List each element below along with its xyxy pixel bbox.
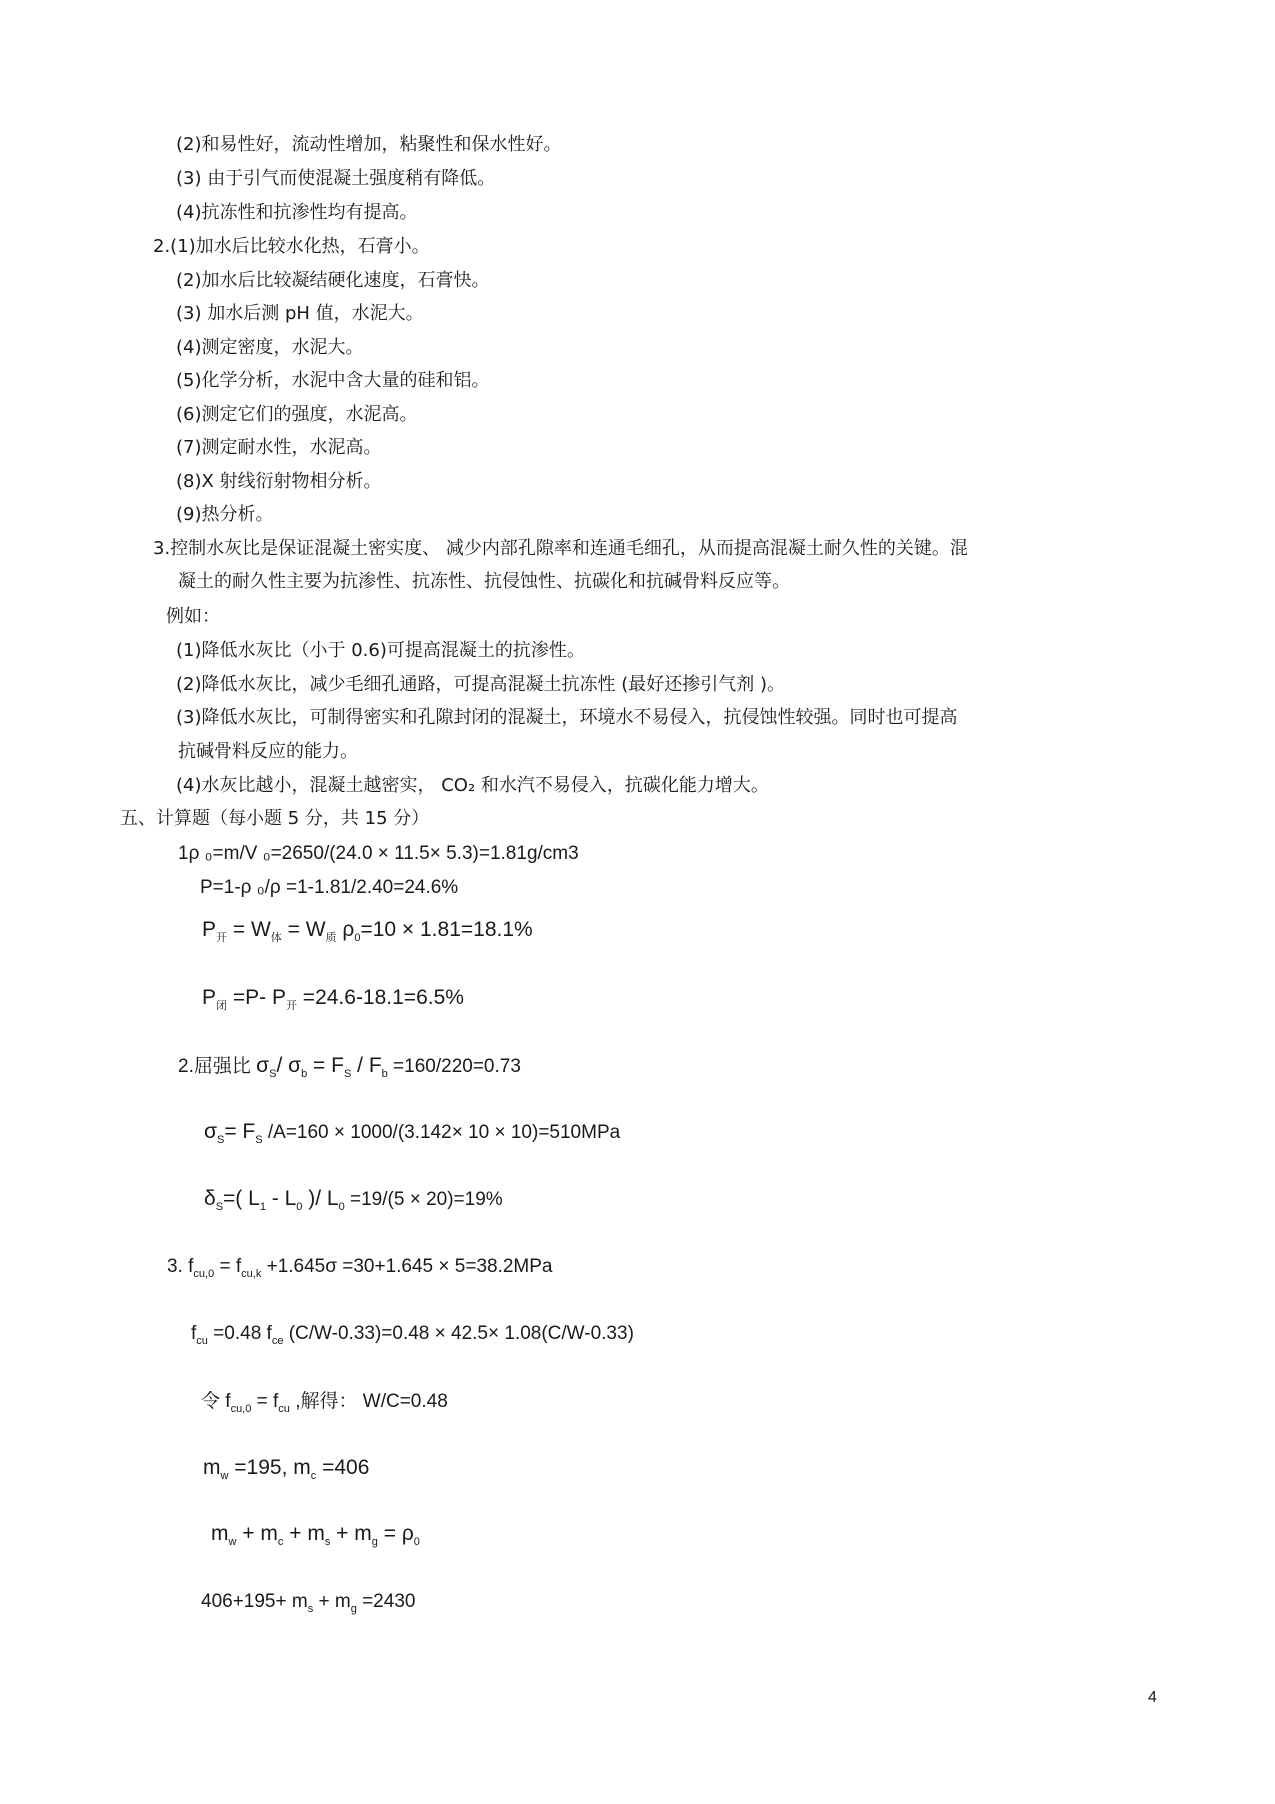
calc1-w-ti-sub: 体 <box>270 932 282 944</box>
calc3-mw-sub: w <box>220 1470 229 1482</box>
calc1-line-2: P=1-ρ ₀/ρ =1-1.81/2.40=24.6% <box>200 877 459 898</box>
q2-item-9: (9)热分析。 <box>176 504 274 525</box>
calc3-mc: =195, m <box>228 1456 311 1479</box>
calc3-line-3-result: ,解得： W/C=0.48 <box>289 1391 448 1412</box>
calc3-line-4 <box>203 1456 369 1488</box>
calc3-sum-mc: + m <box>236 1522 278 1545</box>
calc3-fce-sub: ce <box>271 1335 284 1347</box>
calc3-line-6-ms-sub: s <box>307 1603 314 1615</box>
calc1-p-closed-sub: 闭 <box>216 1000 228 1012</box>
q1-item-4: (4)抗冻性和抗渗性均有提高。 <box>176 202 418 223</box>
calc3-line-1 <box>167 1255 553 1286</box>
calc1-line-4-result: =24.6-18.1=6.5% <box>296 986 464 1009</box>
q2-lead: 2.(1) <box>153 236 196 257</box>
calc2-sigma-s-2: σ <box>204 1120 217 1143</box>
calc1-line-4 <box>202 986 464 1018</box>
q2-item-3: (3) 加水后测 pH 值，水泥大。 <box>176 303 424 324</box>
calc3-sum-ms-sub: s <box>324 1536 331 1548</box>
calc1-line-3-result: =10 × 1.81=18.1% <box>360 918 533 941</box>
calc3-mc-sub: c <box>310 1470 317 1482</box>
q2-item-8: (8)X 射线衍射物相分析。 <box>176 471 382 492</box>
calc3-line-6-ms: 406+195+ m <box>201 1591 308 1612</box>
calc3-line-6-result: =2430 <box>356 1591 416 1612</box>
calc2-l1: =( L <box>223 1187 260 1210</box>
calc3-sum-mc-sub: c <box>277 1536 284 1548</box>
q2-item-6: (6)测定它们的强度，水泥高。 <box>176 404 418 425</box>
calc2-l0: - L <box>265 1187 297 1210</box>
calc2-line-2 <box>204 1120 620 1152</box>
q3-line-2: 凝土的耐久性主要为抗渗性、抗冻性、抗侵蚀性、抗碳化和抗碱骨料反应等。 <box>178 571 790 592</box>
calc2-line-1 <box>178 1054 521 1086</box>
calc2-line-3 <box>204 1187 503 1219</box>
q1-item-2: (2)和易性好，流动性增加，粘聚性和保水性好。 <box>176 134 562 155</box>
q3-example-label: 例如： <box>166 606 220 627</box>
calc3-line-4-result: =406 <box>316 1456 370 1479</box>
calc3-fce: =0.48 f <box>207 1323 272 1344</box>
calc2-fs-2: = F <box>224 1120 256 1143</box>
calc3-line-2 <box>191 1322 634 1353</box>
q2-item-5: (5)化学分析，水泥中含大量的硅和铝。 <box>176 370 490 391</box>
calc3-line-6-mg: + m <box>313 1591 351 1612</box>
calc3-fcu: f <box>191 1323 197 1344</box>
q3-item-3-cont: 抗碱骨料反应的能力。 <box>178 741 358 762</box>
q3-line-1 <box>153 537 968 561</box>
calc1-rho0: ρ <box>336 918 355 941</box>
page-number: 4 <box>1148 1689 1157 1706</box>
calc1-w-zhi-sub: 质 <box>325 932 337 944</box>
calc2-label: 2.屈强比 <box>178 1056 257 1077</box>
q3-item-2: (2)降低水灰比，减少毛细孔通路，可提高混凝土抗冻性 (最好还掺引气剂 )。 <box>176 674 785 695</box>
calc2-delta-s: δ <box>204 1187 216 1210</box>
q3-lead: 3. <box>153 538 171 559</box>
calc3-sum-mg: + m <box>330 1522 372 1545</box>
q1-item-3: (3) 由于引气而使混凝土强度稍有降低。 <box>176 168 496 189</box>
calc3-line-5 <box>211 1522 420 1554</box>
section-5-heading: 五、计算题（每小题 5 分，共 15 分） <box>120 808 430 829</box>
calc3-line-3 <box>201 1390 448 1421</box>
calc2-line-1-result: =160/220=0.73 <box>387 1056 521 1077</box>
calc2-line-2-result: /A=160 × 1000/(3.142× 10 × 10)=510MPa <box>262 1122 621 1143</box>
calc2-l0-sub: 0 <box>296 1201 303 1213</box>
calc2-fs-2-sub: S <box>255 1134 263 1146</box>
calc2-l0-div: )/ L <box>302 1187 339 1210</box>
q3-line-1-text: 控制水灰比是保证混凝土密实度、 减少内部孔隙率和连通毛细孔，从而提高混凝土耐久性的关键。混 <box>170 538 968 559</box>
calc1-p-closed: P <box>202 986 217 1009</box>
calc1-w-zhi: = W <box>281 918 326 941</box>
calc3-eq-fcu: = f <box>251 1391 279 1412</box>
calc2-fs-sub: S <box>343 1068 352 1080</box>
calc3-line-6 <box>201 1590 415 1621</box>
calc2-sigma-b-sub: b <box>301 1068 308 1080</box>
calc2-line-3-result: =19/(5 × 20)=19% <box>344 1189 503 1210</box>
calc3-mw: m <box>203 1456 221 1479</box>
calc1-w-ti: = W <box>227 918 271 941</box>
calc1-p-open-sub: 开 <box>216 932 228 944</box>
q2-item-2: (2)加水后比较凝结硬化速度，石膏快。 <box>176 270 490 291</box>
calc3-fcuk: = f <box>214 1256 242 1277</box>
calc1-line-3 <box>202 918 533 950</box>
calc3-sum-rho0: = ρ <box>377 1522 414 1545</box>
q3-item-4: (4)水灰比越小，混凝土越密实， CO₂ 和水汽不易侵入，抗碳化能力增大。 <box>176 775 769 796</box>
calc3-let-fcu0: 令 f <box>201 1391 231 1412</box>
calc3-sum-ms: + m <box>283 1522 325 1545</box>
q2-item-7: (7)测定耐水性，水泥高。 <box>176 437 382 458</box>
calc3-fcu0: 3. f <box>167 1256 194 1277</box>
calc2-sigma-s-sub: S <box>269 1068 277 1080</box>
calc3-sum-mw-sub: w <box>228 1536 237 1548</box>
calc2-sigma-s: σ <box>256 1054 270 1077</box>
calc3-fcu-sub: cu <box>196 1335 208 1347</box>
calc2-fs: = F <box>307 1054 344 1077</box>
calc1-p-minus: =P- P <box>227 986 286 1009</box>
calc1-rho0-sub: 0 <box>354 932 361 944</box>
calc3-line-2-result: (C/W-0.33)=0.48 × 42.5× 1.08(C/W-0.33) <box>283 1323 634 1344</box>
calc3-line-6-mg-sub: g <box>350 1603 357 1615</box>
calc1-line-1: 1ρ ₀=m/V ₀=2650/(24.0 × 11.5× 5.3)=1.81g/cm3 <box>178 843 579 864</box>
calc1-p-minus-sub: 开 <box>285 1000 297 1012</box>
calc2-sigma-s-2-sub: S <box>216 1134 225 1146</box>
calc1-p-open: P <box>202 918 217 941</box>
q2-item-1-text: 加水后比较水化热，石膏小。 <box>195 236 430 257</box>
calc3-sum-mg-sub: g <box>371 1536 378 1548</box>
q3-item-1: (1)降低水灰比（小于 0.6)可提高混凝土的抗渗性。 <box>176 640 585 661</box>
calc2-l1-sub: 1 <box>259 1201 266 1213</box>
calc3-let-fcu0-sub: cu,0 <box>230 1403 252 1415</box>
q3-item-3: (3)降低水灰比，可制得密实和孔隙封闭的混凝土，环境水不易侵入，抗侵蚀性较强。同时也可提高 <box>176 707 958 728</box>
calc3-sum-mw: m <box>211 1522 229 1545</box>
calc2-fb: / F <box>351 1054 382 1077</box>
calc3-fcu0-sub: cu,0 <box>193 1268 215 1280</box>
q2-item-4: (4)测定密度，水泥大。 <box>176 337 364 358</box>
calc3-sum-rho0-sub: 0 <box>413 1536 420 1548</box>
calc3-eq-fcu-sub: cu <box>278 1403 290 1415</box>
q2-item-1 <box>153 235 430 259</box>
calc2-sigma-b: / σ <box>276 1054 302 1077</box>
calc3-line-1-result: +1.645σ =30+1.645 × 5=38.2MPa <box>261 1256 553 1277</box>
calc2-fb-sub: b <box>381 1068 388 1080</box>
calc2-l0-div-sub: 0 <box>338 1201 345 1213</box>
calc2-delta-s-sub: S <box>215 1201 224 1213</box>
calc3-fcuk-sub: cu,k <box>241 1268 262 1280</box>
